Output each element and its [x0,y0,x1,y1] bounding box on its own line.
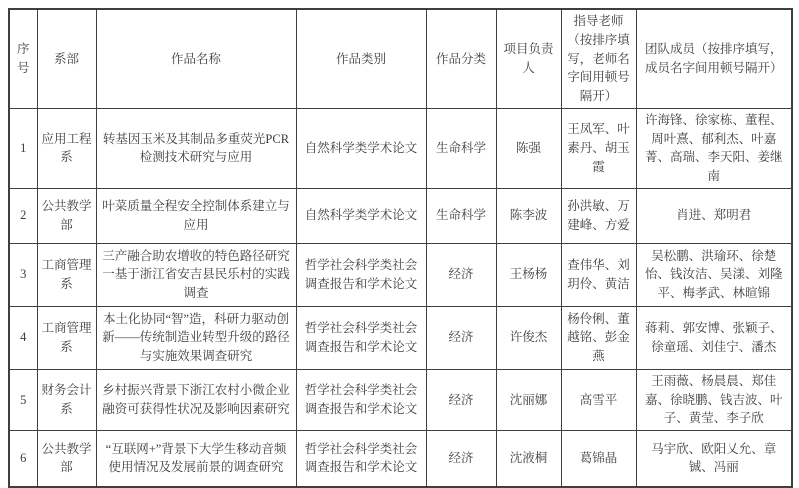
cell-advisors: 高雪平 [561,369,636,430]
cell-category: 哲学社会科学类社会调查报告和学术论文 [296,243,426,306]
cell-title: 本土化协同“智”造，科研力驱动创新——传统制造业转型升级的路径与实施效果调查研究 [96,306,296,369]
cell-dept: 公共教学部 [37,188,96,243]
table-row [9,306,792,369]
header-dept: 系部 [37,9,96,108]
cell-classification: 经济 [426,431,496,487]
header-row [9,9,792,108]
cell-advisors: 孙洪敏、万建峰、方爱 [561,188,636,243]
cell-category: 自然科学类学术论文 [296,108,426,188]
header-leader: 项目负责人 [496,9,561,108]
cell-classification: 经济 [426,369,496,430]
cell-classification: 经济 [426,306,496,369]
cell-advisors: 查伟华、刘玥伶、黄洁 [561,243,636,306]
cell-title: 三产融合助农增收的特色路径研究一基于浙江省安吉县民乐村的实践调查 [96,243,296,306]
works-table [8,8,793,488]
cell-members: 许海锋、徐家栋、董程、周叶熹、郁利杰、叶嘉菁、高瑞、李天阳、姜继南 [636,108,792,188]
header-members: 团队成员（按排序填写，成员名字间用顿号隔开） [636,9,792,108]
cell-title: 转基因玉米及其制品多重荧光PCR 检测技术研究与应用 [96,108,296,188]
cell-category: 哲学社会科学类社会调查报告和学术论文 [296,369,426,430]
cell-members: 马宇欣、欧阳乂允、章铖、冯丽 [636,431,792,487]
cell-no: 1 [9,108,37,188]
cell-members: 蒋莉、郭安博、张颖子、徐童瑶、刘佳宁、潘杰 [636,306,792,369]
cell-leader: 王杨杨 [496,243,561,306]
cell-members: 王雨薇、杨晨晨、郑佳嘉、徐晓鹏、钱吉波、叶子、黄莹、李子欣 [636,369,792,430]
cell-dept: 财务会计系 [37,369,96,430]
cell-leader: 陈强 [496,108,561,188]
cell-no: 3 [9,243,37,306]
cell-leader: 沈丽娜 [496,369,561,430]
cell-no: 2 [9,188,37,243]
table-header [9,9,792,108]
cell-leader: 陈李波 [496,188,561,243]
table-row [9,108,792,188]
cell-no: 6 [9,431,37,487]
cell-leader: 许俊杰 [496,306,561,369]
cell-no: 5 [9,369,37,430]
cell-leader: 沈液桐 [496,431,561,487]
cell-advisors: 杨伶俐、董越铭、彭金燕 [561,306,636,369]
cell-title: “互联网+”背景下大学生移动音频使用情况及发展前景的调查研究 [96,431,296,487]
cell-category: 哲学社会科学类社会调查报告和学术论文 [296,431,426,487]
header-category: 作品类别 [296,9,426,108]
cell-title: 叶菜质量全程安全控制体系建立与应用 [96,188,296,243]
table-body [9,108,792,486]
table-row [9,431,792,487]
table-row [9,188,792,243]
cell-dept: 工商管理系 [37,306,96,369]
header-title: 作品名称 [96,9,296,108]
cell-advisors: 王凤军、叶素丹、胡玉霞 [561,108,636,188]
header-classification: 作品分类 [426,9,496,108]
cell-members: 吴松鹏、洪瑜环、徐楚怡、钱汝洁、吴漾、刘隆平、梅孝武、林暄锦 [636,243,792,306]
header-advisors: 指导老师（按排序填写，老师名字间用顿号隔开） [561,9,636,108]
cell-members: 肖进、郑明君 [636,188,792,243]
cell-dept: 应用工程系 [37,108,96,188]
cell-title: 乡村振兴背景下浙江农村小微企业融资可获得性状况及影响因素研究 [96,369,296,430]
cell-dept: 公共教学部 [37,431,96,487]
header-no: 序号 [9,9,37,108]
table-row [9,369,792,430]
cell-no: 4 [9,306,37,369]
cell-classification: 生命科学 [426,108,496,188]
cell-advisors: 葛锦晶 [561,431,636,487]
cell-category: 自然科学类学术论文 [296,188,426,243]
cell-classification: 经济 [426,243,496,306]
cell-dept: 工商管理系 [37,243,96,306]
cell-classification: 生命科学 [426,188,496,243]
table-row [9,243,792,306]
cell-category: 哲学社会科学类社会调查报告和学术论文 [296,306,426,369]
